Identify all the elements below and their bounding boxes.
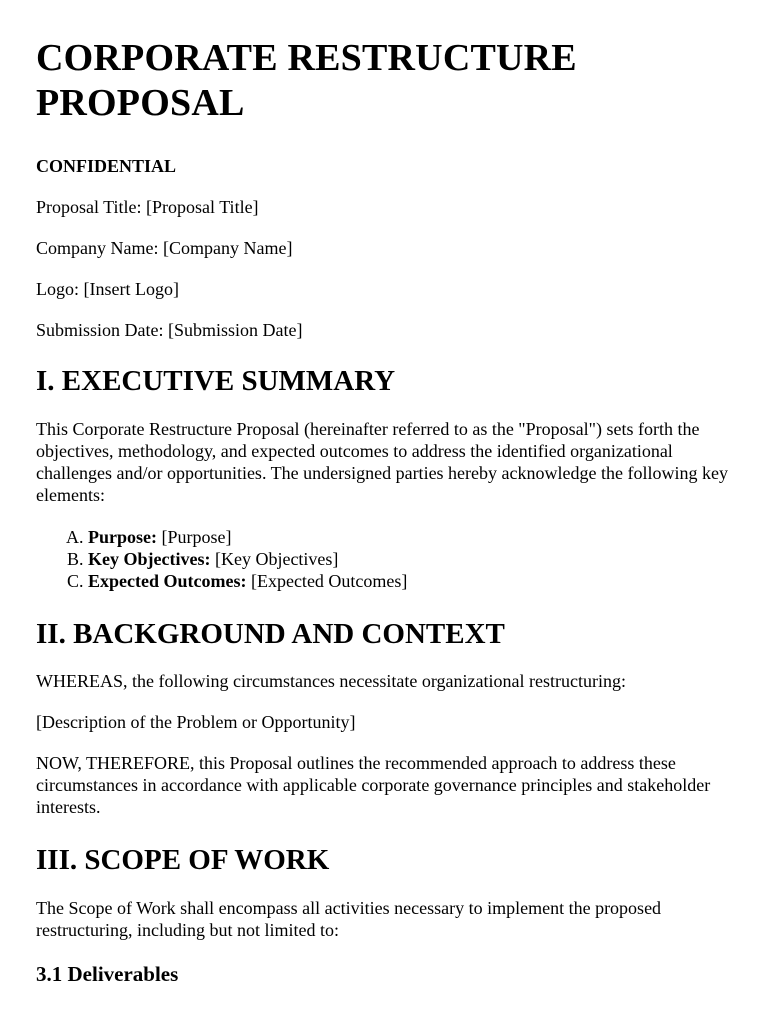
background-therefore-paragraph: NOW, THEREFORE, this Proposal outlines the recommended approach to address these circumstances in accordance with applicable corporate governance principles and stakeholder interests.: [36, 753, 711, 817]
list-item-key-objectives: [88, 548, 734, 570]
list-item-value: [Expected Outcomes]: [246, 571, 408, 591]
executive-summary-paragraph: This Corporate Restructure Proposal (hereinafter referred to as the "Proposal") sets forth the objectives, methodology, and expected outcomes to address the identified organizational challenges and/or opportunities. The undersigned parties hereby acknowledge the following key elements:: [36, 419, 728, 505]
confidential-label: CONFIDENTIAL: [36, 156, 177, 176]
section-heading-background: II. BACKGROUND AND CONTEXT: [36, 618, 505, 650]
list-item-purpose: [88, 526, 734, 548]
subsection-heading-deliverables: 3.1 Deliverables: [36, 962, 179, 986]
document-title: CORPORATE RESTRUCTURE PROPOSAL: [36, 37, 577, 124]
list-item-label: Key Objectives:: [88, 549, 211, 569]
key-elements-list: [36, 526, 734, 592]
meta-submission-date: Submission Date: [Submission Date]: [36, 320, 303, 340]
list-item-expected-outcomes: [88, 570, 734, 592]
background-whereas-paragraph: WHEREAS, the following circumstances necessitate organizational restructuring:: [36, 671, 626, 691]
scope-paragraph: The Scope of Work shall encompass all activities necessary to implement the proposed restructuring, including but not limited to:: [36, 898, 662, 940]
list-item-label: Expected Outcomes:: [88, 571, 247, 591]
list-item-label: Purpose:: [88, 527, 157, 547]
list-item-value: [Purpose]: [157, 527, 232, 547]
section-heading-scope: III. SCOPE OF WORK: [36, 844, 330, 876]
meta-logo: Logo: [Insert Logo]: [36, 279, 179, 299]
meta-proposal-title: Proposal Title: [Proposal Title]: [36, 197, 259, 217]
section-heading-executive-summary: I. EXECUTIVE SUMMARY: [36, 365, 396, 397]
background-description-placeholder: [Description of the Problem or Opportunity]: [36, 712, 356, 732]
meta-company-name: Company Name: [Company Name]: [36, 238, 293, 258]
list-item-value: [Key Objectives]: [210, 549, 339, 569]
